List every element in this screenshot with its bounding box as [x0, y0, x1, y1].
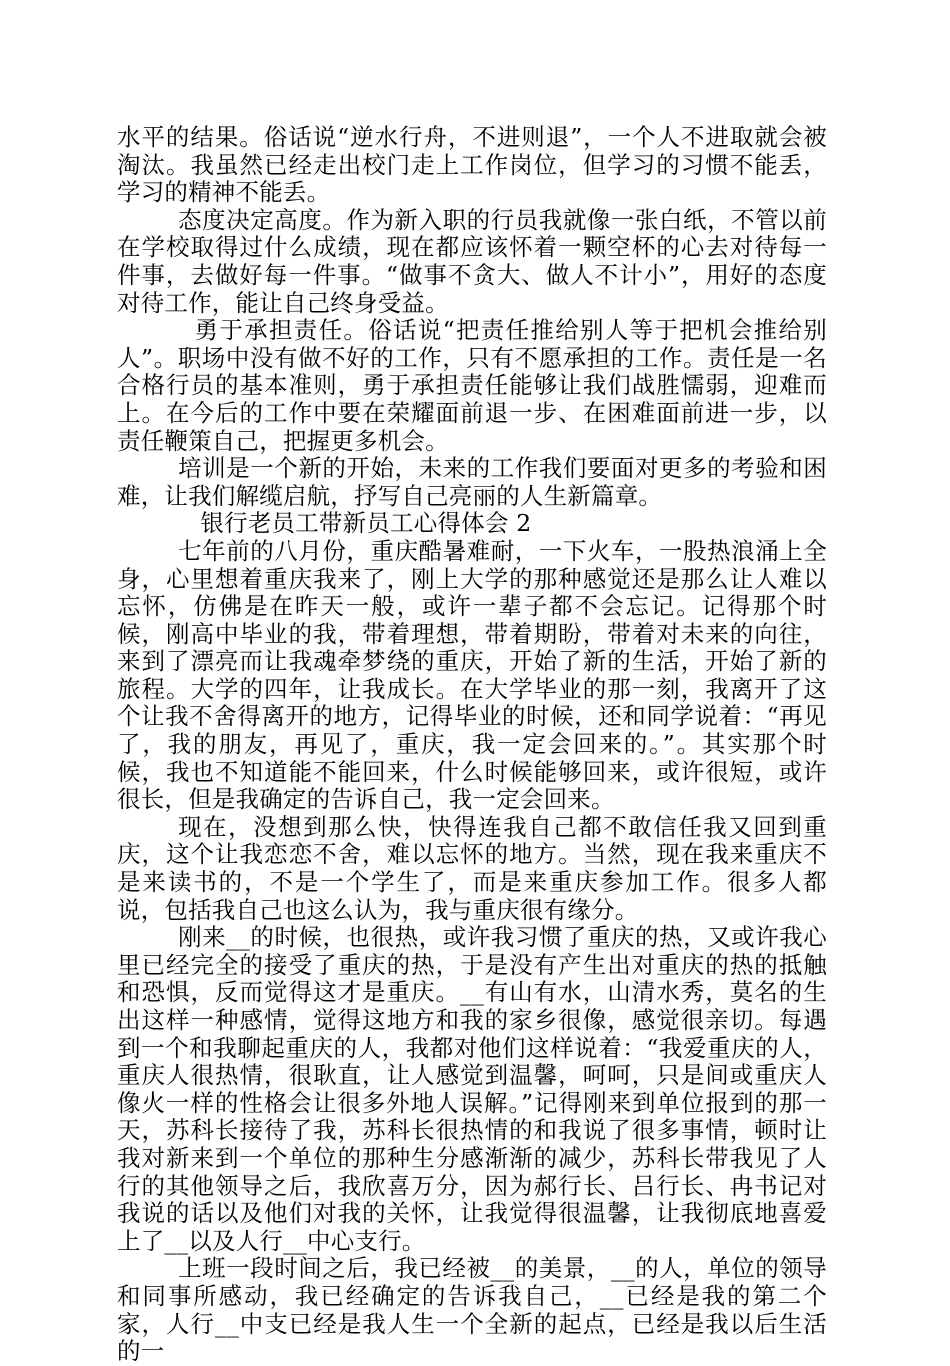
paragraph-work: 上班一段时间之后，我已经被__的美景，__的人，单位的领导和同事所感动，我已经确定的告诉我自己，__已经是我的第二个家，人行__中支已经是我人生一个全新的起点，已经是我以后生活的一	[117, 1254, 827, 1366]
paragraph-attitude: 态度决定高度。作为新入职的行员我就像一张白纸，不管以前在学校取得过什么成绩，现在都应该怀着一颗空杯的心去对待每一件事，去做好每一件事。“做事不贪大、做人不计小”，用好的态度对待工作，能让自己终身受益。	[117, 205, 827, 317]
document-page	[117, 124, 827, 1366]
paragraph-training: 培训是一个新的开始，未来的工作我们要面对更多的考验和困难，让我们解缆启航，抒写自己亮丽的人生新篇章。	[117, 454, 827, 510]
paragraph-responsibility: 勇于承担责任。俗话说“把责任推给别人等于把机会推给别人”。职场中没有做不好的工作，只有不愿承担的工作。责任是一名合格行员的基本准则，勇于承担责任能够让我们战胜懦弱，迎难而上。在今后的工作中要在荣耀面前退一步、在困难面前进一步，以责任鞭策自己，把握更多机会。	[117, 316, 827, 455]
paragraph-arrival: 刚来__的时候，也很热，或许我习惯了重庆的热，又或许我心里已经完全的接受了重庆的热，于是没有产生出对重庆的热的抵触和恐惧，反而觉得这才是重庆。__有山有水，山清水秀，莫名的生出这样一种感情，觉得这地方和我的家乡很像，感觉很亲切。每遇到一个和我聊起重庆的人，我都对他们这样说着：“我爱重庆的人，重庆人很热情，很耿直，让人感觉到温馨，呵呵，只是间或重庆人像火一样的性格会让很多外地人误解。”记得刚来到单位报到的那一天，苏科长接待了我，苏科长很热情的和我说了很多事情，顿时让我对新来到一个单位的那种生分感渐渐的减少，苏科长带我见了人行的其他领导之后，我欣喜万分，因为郝行长、吕行长、冉书记对我说的话以及他们对我的关怀，让我觉得很温馨，让我彻底地喜爱上了__以及人行__中心支行。	[117, 923, 827, 1255]
paragraph-continued: 水平的结果。俗话说“逆水行舟，不进则退”，一个人不进取就会被淘汰。我虽然已经走出校门走上工作岗位，但学习的习惯不能丢，学习的精神不能丢。	[117, 123, 827, 207]
section-title: 银行老员工带新员工心得体会 2	[200, 509, 532, 538]
paragraph-seven-years: 七年前的八月份，重庆酷暑难耐，一下火车，一股热浪涌上全身，心里想着重庆我来了，刚上大学的那种感觉还是那么让人难以忘怀，仿佛是在昨天一般，或许一辈子都不会忘记。记得那个时候，刚高中毕业的我，带着理想，带着期盼，带着对未来的向往，来到了漂亮而让我魂牵梦绕的重庆，开始了新的生活，开始了新的旅程。大学的四年，让我成长。在大学毕业的那一刻，我离开了这个让我不舍得离开的地方，记得毕业的时候，还和同学说着：“再见了，我的朋友，再见了，重庆，我一定会回来的。”。其实那个时候，我也不知道能不能回来，什么时候能够回来，或许很短，或许很长，但是我确定的告诉自己，我一定会回来。	[117, 536, 827, 814]
paragraph-now: 现在，没想到那么快，快得连我自己都不敢信任我又回到重庆，这个让我恋恋不舍，难以忘怀的地方。当然，现在我来重庆不是来读书的，不是一个学生了，而是来重庆参加工作。很多人都说，包括我自己也这么认为，我与重庆很有缘分。	[117, 812, 827, 924]
